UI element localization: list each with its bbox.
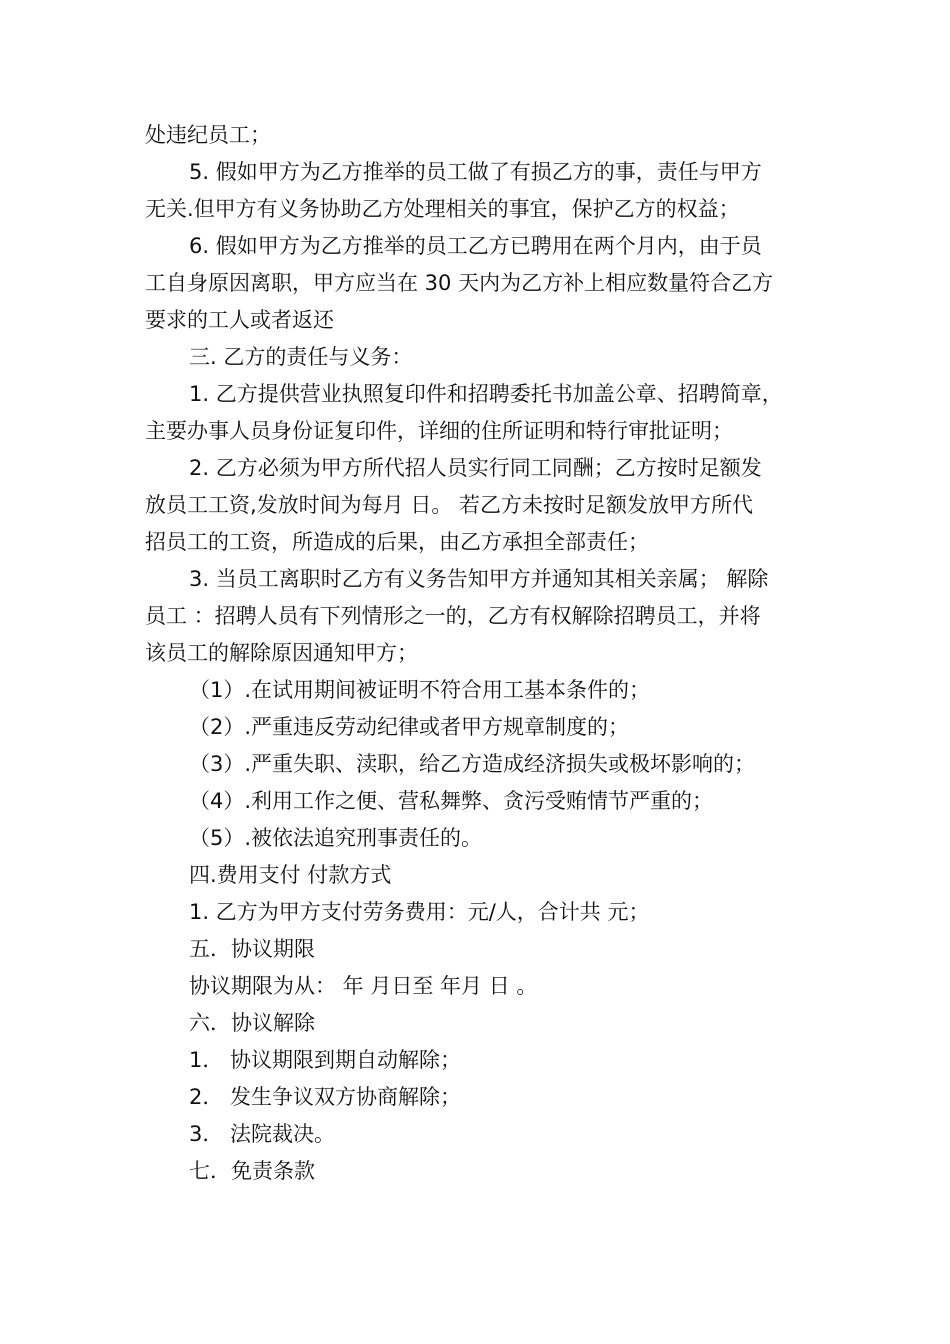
- paragraph-line: 放员工工资,发放时间为每月 日。 若乙方未按时足额发放甲方所代: [145, 493, 754, 517]
- paragraph-line: 处违纪员工；: [145, 123, 271, 147]
- paragraph-line: 主要办事人员身份证复印件，详细的住所证明和特行审批证明；: [145, 419, 733, 443]
- list-item: （4）.利用工作之便、营私舞弊、贪污受贿情节严重的；: [189, 789, 714, 813]
- section-heading: 七．免责条款: [189, 1159, 315, 1183]
- paragraph-line: 员工 ：招聘人员有下列情形之一的，乙方有权解除招聘员工，并将: [145, 604, 761, 628]
- list-item: （2）.严重违反劳动纪律或者甲方规章制度的；: [189, 715, 630, 739]
- paragraph-line: 无关.但甲方有义务协助乙方处理相关的事宜，保护乙方的权益；: [145, 197, 740, 221]
- document-body: [145, 117, 825, 1190]
- paragraph-line: 2. 乙方必须为甲方所代招人员实行同工同酬；乙方按时足额发: [189, 456, 762, 480]
- section-heading: 四.费用支付 付款方式: [189, 863, 392, 887]
- list-item: （1）.在试用期间被证明不符合用工基本条件的；: [189, 678, 651, 702]
- paragraph-line: 1. 乙方为甲方支付劳务费用：元/人，合计共 元；: [189, 900, 650, 924]
- list-item: 3． 法院裁决。: [189, 1122, 336, 1146]
- paragraph-line: 要求的工人或者返还: [145, 308, 334, 332]
- list-item: （3）.严重失职、渎职，给乙方造成经济损失或极坏影响的；: [189, 752, 756, 776]
- paragraph-line: 工自身原因离职，甲方应当在 30 天内为乙方补上相应数量符合乙方: [145, 271, 774, 295]
- paragraph-line: 3. 当员工离职时乙方有义务告知甲方并通知其相关亲属； 解除: [189, 567, 769, 591]
- section-heading: 六．协议解除: [189, 1011, 315, 1035]
- paragraph-line: 该员工的解除原因通知甲方；: [145, 641, 418, 665]
- paragraph-line: 5. 假如甲方为乙方推举的员工做了有损乙方的事，责任与甲方: [189, 160, 762, 184]
- section-heading: 三. 乙方的责任与义务：: [189, 345, 413, 369]
- paragraph-line: 招员工的工资，所造成的后果，由乙方承担全部责任；: [145, 530, 649, 554]
- list-item: 2． 发生争议双方协商解除；: [189, 1085, 462, 1109]
- list-item: （5）.被依法追究刑事责任的。: [189, 826, 483, 850]
- section-heading: 五．协议期限: [189, 937, 315, 961]
- paragraph-line: 协议期限为从： 年 月日至 年月 日 。: [189, 974, 538, 998]
- paragraph-line: 1. 乙方提供营业执照复印件和招聘委托书加盖公章、招聘简章，: [189, 382, 783, 406]
- paragraph-line: 6. 假如甲方为乙方推举的员工乙方已聘用在两个月内，由于员: [189, 234, 762, 258]
- list-item: 1． 协议期限到期自动解除；: [189, 1048, 462, 1072]
